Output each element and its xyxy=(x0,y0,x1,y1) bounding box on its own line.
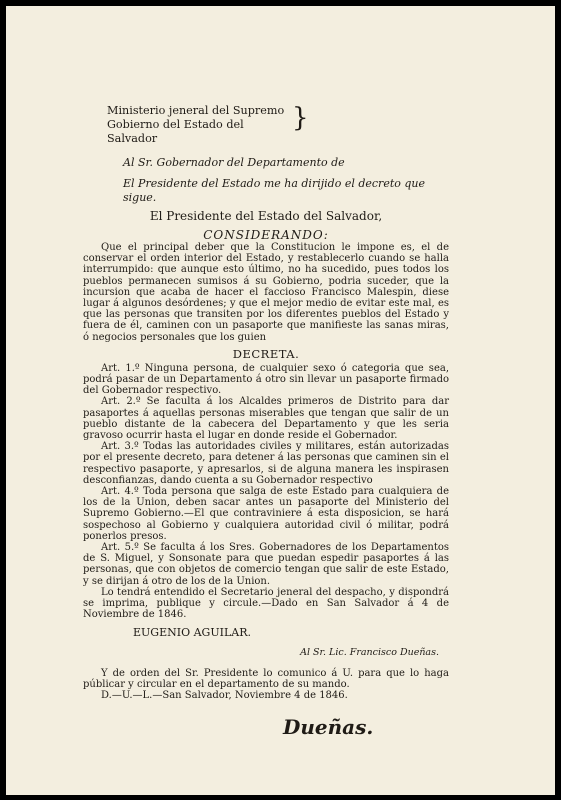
ministry-header xyxy=(107,103,309,146)
decreta-heading: DECRETA. xyxy=(232,346,300,361)
signer-name: EUGENIO AGUILAR. xyxy=(133,625,251,639)
decree-title: El Presidente del Estado del Salvador, xyxy=(149,209,383,223)
footer-paragraph: Y de orden del Sr. Presidente lo comunico á U. para que lo haga públicar y circular en el departamento de su mando. xyxy=(83,667,449,690)
document-page xyxy=(6,6,555,795)
article-5: Art. 5.º Se faculta á los Sres. Gobernadores de los Departamentos de S. Miguel, y Sonsonate para que puedan espedir pasaportes á las personas, que con objetos de comercio tengan que salir de este Estado, y se dirijan á otro de los de la Union. xyxy=(83,542,449,587)
footer xyxy=(83,668,449,702)
considerando-text: Que el principal deber que la Constitucion le impone es, el de conservar el orden interior del Estado, y restablecerlo cuando se halla interrumpido: que aunque esto último, no ha sucedido, pues todos los pueblos permanecen sumisos á su Gobierno, podria suceder, que la incursion que acaba de hacer el faccioso Francisco Malespin, diese lugar á algunos desórdenes; y que el mejor medio de evitar este mal, es que las personas que transiten por los diferentes pueblos del Estado y fuera de él, caminen con un pasaporte que manifieste las sanas miras, ó negocios personales que los guien xyxy=(83,242,449,343)
article-4: Art. 4.º Toda persona que salga de este Estado para cualquiera de los de la Union, deben sacar antes un pasaporte del Ministerio del Supremo Gobierno.—El que contraviniere á esta disposicion, se hará sospechoso al Gobierno y cualquiera autoridad civil ó militar, podrá ponerlos presos. xyxy=(83,486,449,542)
intro-line: El Presidente del Estado me ha dirijido el decreto que sigue. xyxy=(123,177,426,204)
closing-paragraph: Lo tendrá entendido el Secretario jeneral del despacho, y dispondrá se imprima, publique y circule.—Dado en San Salvador á 4 de Noviembre de 1846. xyxy=(83,586,449,621)
article-3: Art. 3.º Todas las autoridades civiles y militares, están autorizadas por el presente decreto, para detener á las personas que caminen sin el respectivo pasaporte, y apresarlos, si de alguna manera les inspirasen desconfianzas, dando cuenta a su Gobernador respectivo xyxy=(83,441,449,486)
footer-date: D.—U.—L.—San Salvador, Noviembre 4 de 1846. xyxy=(101,689,348,701)
header-brace: } xyxy=(292,103,309,133)
decree-content xyxy=(83,104,449,739)
handwritten-signature: Dueñas. xyxy=(283,715,374,740)
considerando-heading: CONSIDERANDO: xyxy=(203,228,329,242)
addressee: Al Sr. Lic. Francisco Dueñas. xyxy=(300,646,439,658)
article-1: Art. 1.º Ninguna persona, de cualquier sexo ó categoria que sea, podrá pasar de un Departamento á otro sin llevar un pasaporte firmado del Gobernador respectivo. xyxy=(83,362,449,397)
article-2: Art. 2.º Se faculta á los Alcaldes primeros de Distrito para dar pasaportes á aquellas personas miserables que tengan que salir de un pueblo distante de la cabecera del Departamento y que les seria gravoso ocurrir hasta el lugar en donde reside el Gobernador. xyxy=(83,396,449,442)
header-line-1: Ministerio jeneral del Supremo xyxy=(107,104,285,117)
header-line-2: Gobierno del Estado del Salvador xyxy=(107,118,244,145)
salutation: Al Sr. Gobernador del Departamento de xyxy=(123,156,345,169)
